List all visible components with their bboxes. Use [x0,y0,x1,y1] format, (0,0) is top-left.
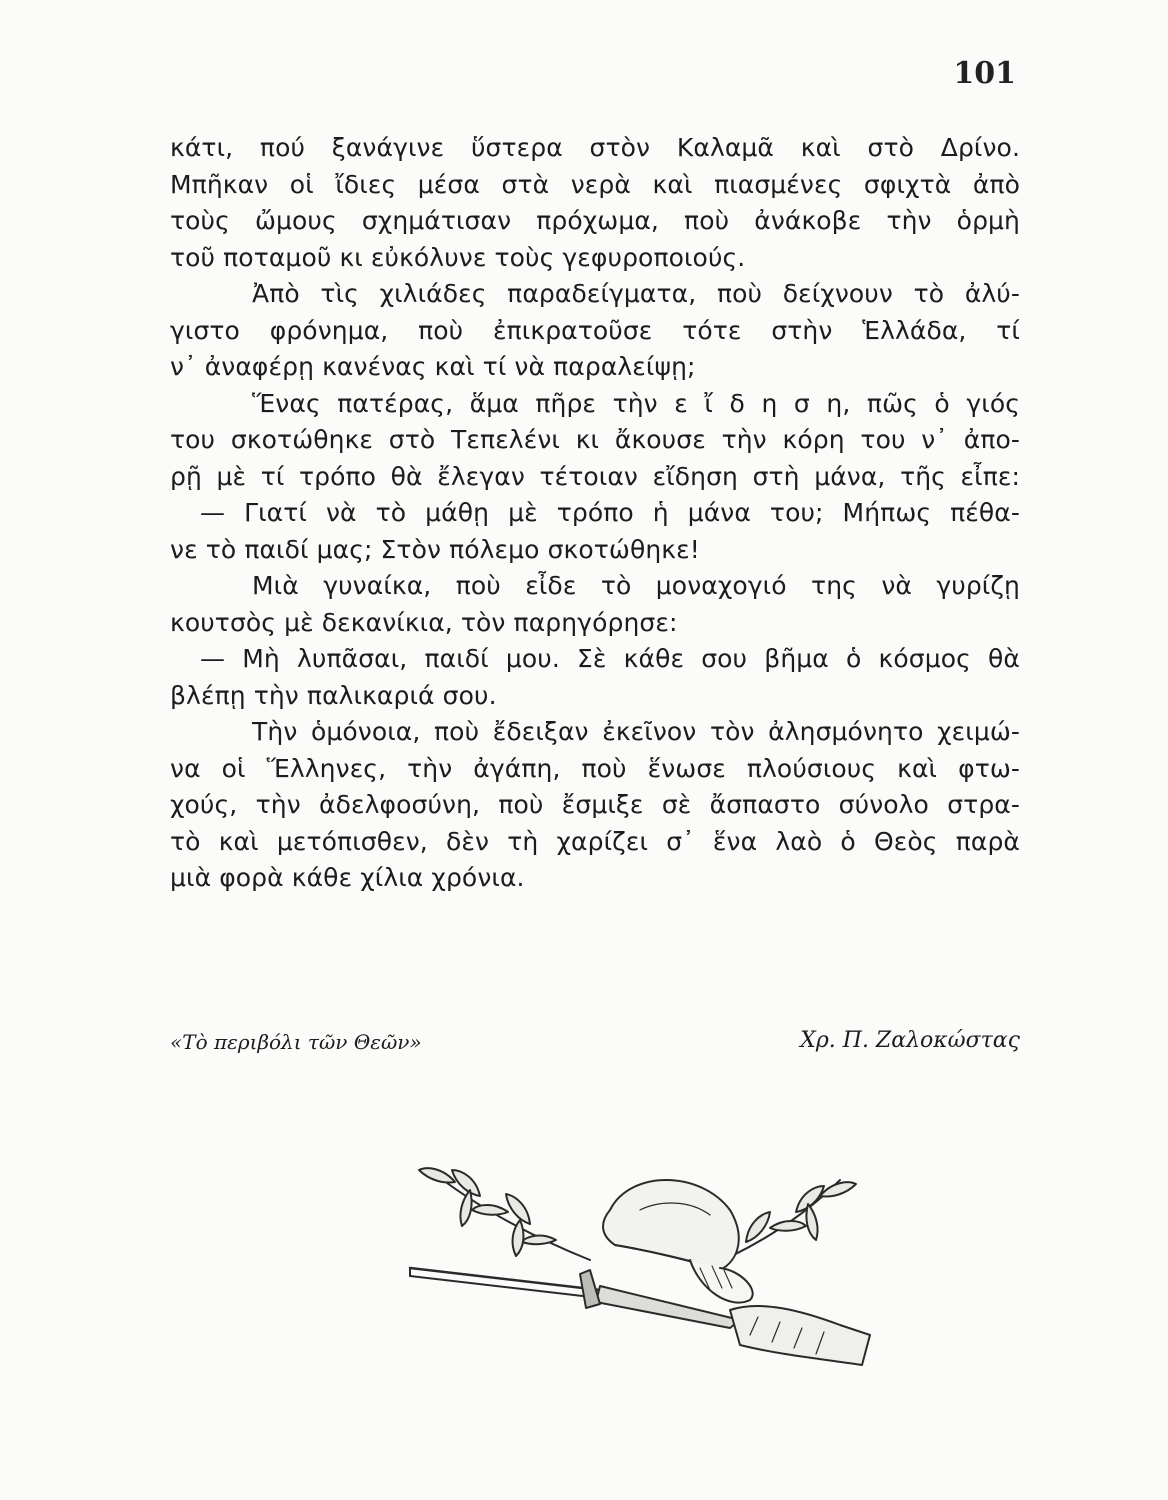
text-line: γιστο φρόνημα, ποὺ ἐπικρατοῦσε τότε στὴν Ἑλλάδα, τί [170,315,1020,345]
text-line: νε τὸ παιδί μας; Στὸν πόλεμο σκοτώθηκε! [170,534,700,564]
text-line: κάτι, πού ξανάγινε ὕστερα στὸν Καλαμᾶ καὶ στὸ Δρίνο. [170,133,1020,162]
text-line: του σκοτώθηκε στὸ Τεπελένι κι ἄκουσε τὴν κόρη του ν᾿ ἀπο- [170,425,1020,454]
text-line: ρῇ μὲ τί τρόπο θὰ ἔλεγαν τέτοιαν εἴδηση στὴ μάνα, τῆς εἶπε: [170,461,1020,491]
paragraph-start: Ἀπὸ τὶς χιλιάδες παραδείγματα, ποὺ δείχνουν τὸ ἀλύ- [252,279,1020,308]
text-line: Μπῆκαν οἱ ἴδιες μέσα στὰ νερὰ καὶ πιασμένες σφιχτὰ ἀπὸ [170,169,1020,199]
text-line: τὸ καὶ μετόπισθεν, δὲν τὴ χαρίζει σ᾿ ἕνα λαὸ ὁ Θεὸς παρὰ [170,826,1020,856]
text-line: κουτσὸς μὲ δεκανίκια, τὸν παρηγόρησε: [170,607,678,637]
dialogue-line: — Μὴ λυπᾶσαι, παιδί μου. Σὲ κάθε σου βῆμα ὁ κόσμος θὰ [200,644,1020,673]
paragraph-start: Μιὰ γυναίκα, ποὺ εἶδε τὸ μοναχογιό της νὰ γυρίζῃ [252,571,1020,600]
text-line: τοῦ ποταμοῦ κι εὐκόλυνε τοὺς γεφυροποιούς. [170,242,746,272]
dialogue-line: — Γιατί νὰ τὸ μάθῃ μὲ τρόπο ἡ μάνα του; Μήπως πέθα- [200,498,1020,527]
text-line: μιὰ φορὰ κάθε χίλια χρόνια. [170,863,525,892]
attribution [170,1030,1020,1070]
body-text [170,130,1020,897]
text-line: ν᾿ ἀναφέρῃ κανένας καὶ τί νὰ παραλείψῃ; [170,352,696,381]
source-title: «Τὸ περιβόλι τῶν Θεῶν» [170,1030,422,1054]
text-line: χούς, τὴν ἀδελφοσύνη, ποὺ ἔσμιξε σὲ ἄσπαστο σύνολο στρα- [170,790,1020,819]
page-number: 101 [953,56,1016,91]
text-line: να οἱ Ἕλληνες, τὴν ἀγάπη, ποὺ ἕνωσε πλούσιους καὶ φτω- [170,753,1020,783]
paragraph-start: Ἕνας πατέρας, ἅμα πῆρε τὴν ε ἴ δ η σ η, πῶς ὁ γιός [252,388,1020,418]
rifle-laurel-helmet-icon [400,1150,880,1400]
text-line: βλέπῃ τὴν παλικαριά σου. [170,680,497,710]
paragraph-start: Τὴν ὁμόνοια, ποὺ ἔδειξαν ἐκεῖνον τὸν ἀλησμόνητο χειμώ- [252,717,1020,746]
author-name: Χρ. Π. Ζαλοκώστας [800,1028,1020,1053]
text-line: τοὺς ὤμους σχημάτισαν πρόχωμα, ποὺ ἀνάκοβε τὴν ὁρμὴ [170,206,1020,235]
